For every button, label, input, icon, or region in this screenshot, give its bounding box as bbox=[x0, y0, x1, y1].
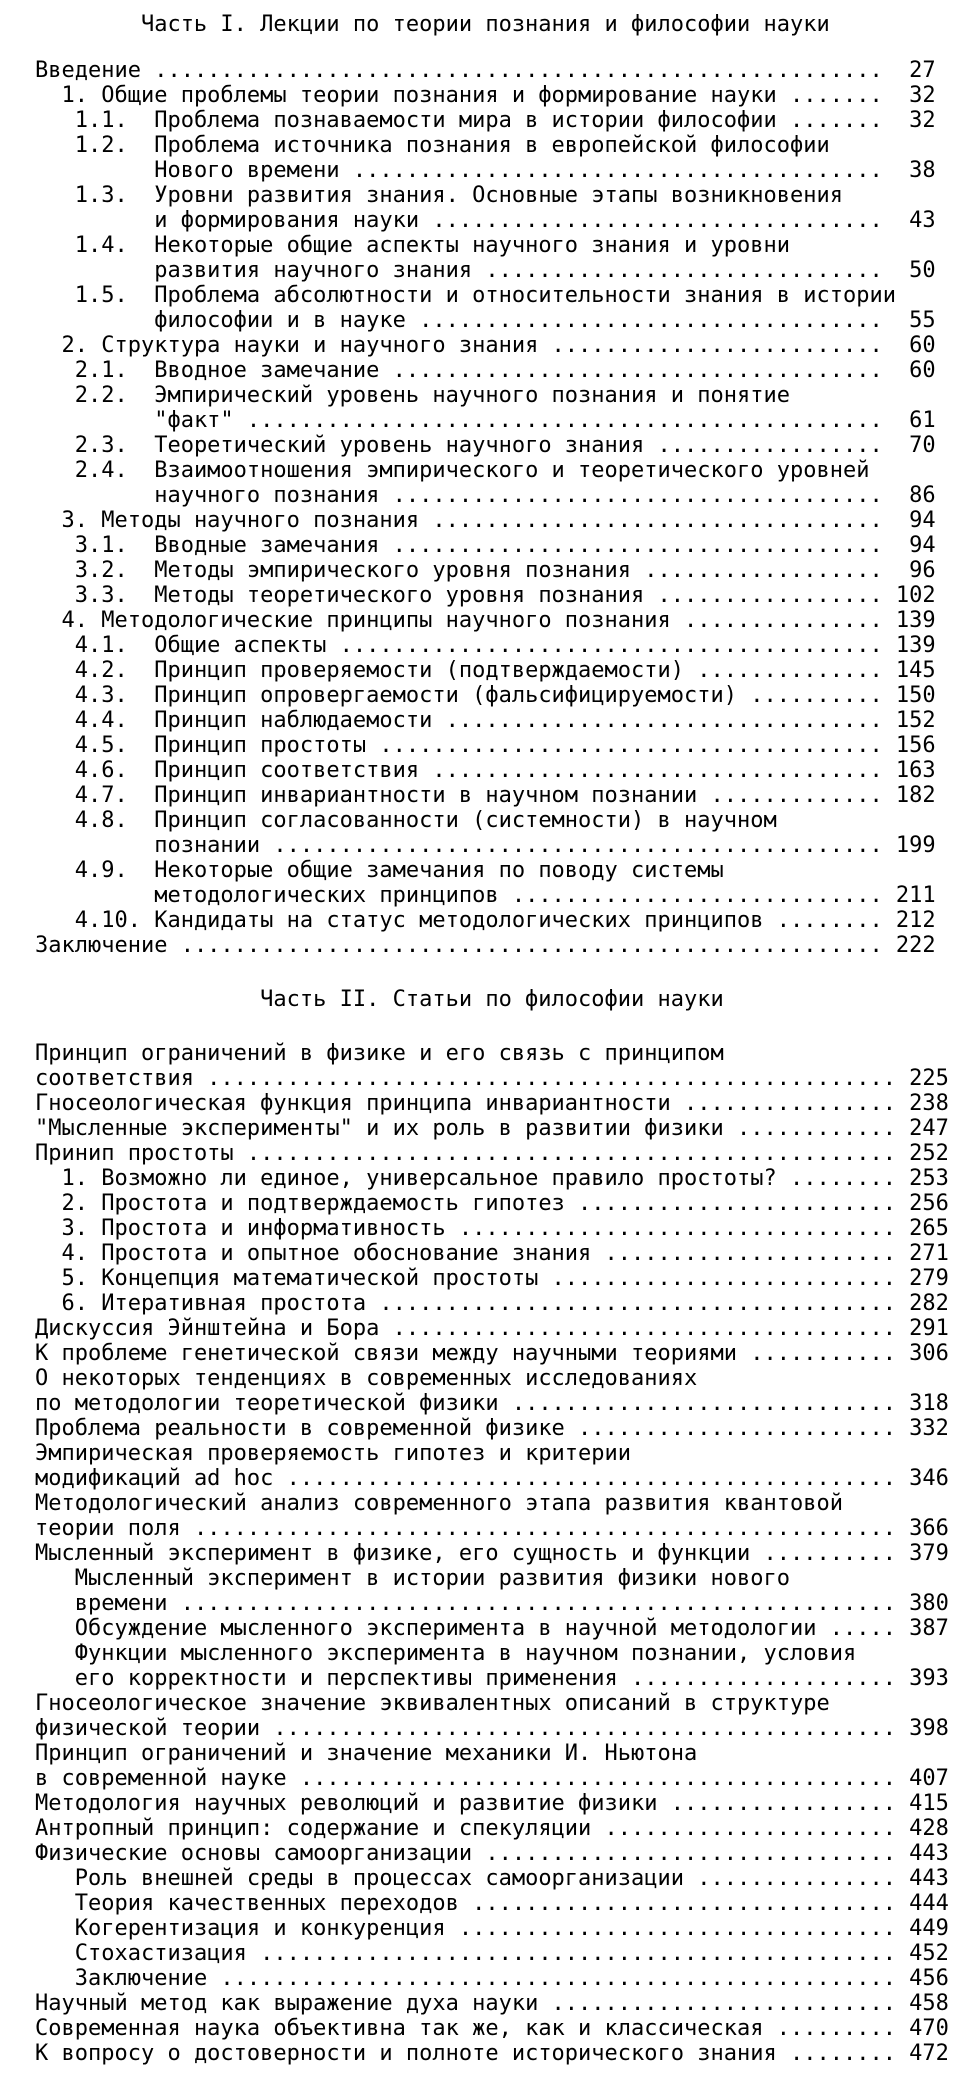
toc-line: "факт" ................................................ 61 bbox=[35, 408, 936, 433]
toc-line: Современная наука объективна так же, как и классическая ......... 470 bbox=[35, 2016, 949, 2041]
toc-line: 4.10. Кандидаты на статус методологических принципов ........ 212 bbox=[35, 908, 936, 933]
toc-line: Физические основы самоорганизации ............................... 443 bbox=[35, 1841, 949, 1866]
part2-heading: Часть II. Статьи по философии науки bbox=[260, 987, 724, 1012]
toc-line: методологических принципов ............................ 211 bbox=[35, 883, 936, 908]
toc-line: познании .............................................. 199 bbox=[35, 833, 936, 858]
toc-line: Принип простоты ................................................. 252 bbox=[35, 1141, 949, 1166]
toc-line: Методологический анализ современного этапа развития квантовой bbox=[35, 1491, 843, 1516]
toc-line: Нового времени ........................................ 38 bbox=[35, 158, 936, 183]
toc-line: Мысленный эксперимент в физике, его сущность и функции .......... 379 bbox=[35, 1541, 949, 1566]
toc-line: 2. Структура науки и научного знания ......................... 60 bbox=[35, 333, 936, 358]
toc-line: 4.1. Общие аспекты ......................................... 139 bbox=[35, 633, 936, 658]
toc-line: научного познания ..................................... 86 bbox=[35, 483, 936, 508]
toc-line: модификаций ad hoc .............................................. 346 bbox=[35, 1466, 949, 1491]
toc-line: 4.5. Принцип простоты ...................................... 156 bbox=[35, 733, 936, 758]
toc-line: Заключение ..................................................... 222 bbox=[35, 933, 936, 958]
toc-line: 4.8. Принцип согласованности (системности) в научном bbox=[35, 808, 777, 833]
toc-line: Принцип ограничений и значение механики И. Ньютона bbox=[35, 1741, 698, 1766]
toc-line: Методология научных революций и развитие физики ................. 415 bbox=[35, 1791, 949, 1816]
toc-line: 4.9. Некоторые общие замечания по поводу системы bbox=[35, 858, 724, 883]
toc-line: 2.2. Эмпирический уровень научного познания и понятие bbox=[35, 383, 790, 408]
toc-line: К проблеме генетической связи между научными теориями ........... 306 bbox=[35, 1341, 949, 1366]
toc-line: Теория качественных переходов ................................ 444 bbox=[35, 1891, 949, 1916]
toc-line: Эмпирическая проверяемость гипотез и критерии bbox=[35, 1441, 632, 1466]
toc-line: 3.1. Вводные замечания ..................................... 94 bbox=[35, 533, 936, 558]
part1-entries bbox=[35, 58, 936, 958]
toc-line: 1.5. Проблема абсолютности и относительности знания в истории bbox=[35, 283, 896, 308]
toc-line: 3.3. Методы теоретического уровня познания ................. 102 bbox=[35, 583, 936, 608]
toc-line: 1.1. Проблема познаваемости мира в истории философии ....... 32 bbox=[35, 108, 936, 133]
toc-line: Гносеологическое значение эквивалентных описаний в структуре bbox=[35, 1691, 830, 1716]
toc-line: времени ...................................................... 380 bbox=[35, 1591, 949, 1616]
toc-line: Проблема реальности в современной физике ........................ 332 bbox=[35, 1416, 949, 1441]
toc-line: Антропный принцип: содержание и спекуляции ...................... 428 bbox=[35, 1816, 949, 1841]
part1-heading: Часть I. Лекции по теории познания и философии науки bbox=[140, 12, 830, 37]
toc-line: Роль внешней среды в процессах самоорганизации ............... 443 bbox=[35, 1866, 949, 1891]
toc-line: Принцип ограничений в физике и его связь с принципом bbox=[35, 1041, 724, 1066]
toc-line: 5. Концепция математической простоты .......................... 279 bbox=[35, 1266, 949, 1291]
toc-page bbox=[35, 12, 980, 2066]
toc-line: соответствия .................................................... 225 bbox=[35, 1066, 949, 1091]
toc-line: Введение ....................................................... 27 bbox=[35, 58, 936, 83]
toc-line: 4.3. Принцип опровергаемости (фальсифицируемости) .......... 150 bbox=[35, 683, 936, 708]
toc-line: 4. Простота и опытное обоснование знания ...................... 271 bbox=[35, 1241, 949, 1266]
toc-line: 4.6. Принцип соответствия .................................. 163 bbox=[35, 758, 936, 783]
toc-line: и формирования науки .................................. 43 bbox=[35, 208, 936, 233]
toc-line: 3. Методы научного познания .................................. 94 bbox=[35, 508, 936, 533]
toc-line: теории поля ..................................................... 366 bbox=[35, 1516, 949, 1541]
toc-line: его корректности и перспективы применения .................... 393 bbox=[35, 1666, 949, 1691]
toc-line: 2.4. Взаимоотношения эмпирического и теоретического уровней bbox=[35, 458, 870, 483]
toc-line: философии и в науке ................................... 55 bbox=[35, 308, 936, 333]
toc-line: 2. Простота и подтверждаемость гипотез ........................ 256 bbox=[35, 1191, 949, 1216]
toc-line: Обсуждение мысленного эксперимента в научной методологии ..... 387 bbox=[35, 1616, 949, 1641]
toc-line: 1.4. Некоторые общие аспекты научного знания и уровни bbox=[35, 233, 790, 258]
toc-line: Заключение ................................................... 456 bbox=[35, 1966, 949, 1991]
toc-line: 2.3. Теоретический уровень научного знания ................. 70 bbox=[35, 433, 936, 458]
toc-line: 1. Общие проблемы теории познания и формирование науки ....... 32 bbox=[35, 83, 936, 108]
toc-line: К вопросу о достоверности и полноте исторического знания ........ 472 bbox=[35, 2041, 949, 2066]
toc-line: физической теории ............................................... 398 bbox=[35, 1716, 949, 1741]
toc-part-2 bbox=[35, 987, 949, 2066]
toc-line: 1.2. Проблема источника познания в европейской философии bbox=[35, 133, 830, 158]
part2-entries bbox=[35, 1041, 949, 2066]
toc-line: Стохастизация ................................................ 452 bbox=[35, 1941, 949, 1966]
toc-line: Мысленный эксперимент в истории развития физики нового bbox=[35, 1566, 790, 1591]
toc-line: Когерентизация и конкуренция ................................. 449 bbox=[35, 1916, 949, 1941]
toc-line: 1.3. Уровни развития знания. Основные этапы возникновения bbox=[35, 183, 843, 208]
toc-line: развития научного знания .............................. 50 bbox=[35, 258, 936, 283]
toc-line: 4.4. Принцип наблюдаемости ................................. 152 bbox=[35, 708, 936, 733]
toc-line: 3.2. Методы эмпирического уровня познания .................. 96 bbox=[35, 558, 936, 583]
toc-line: 3. Простота и информативность ................................. 265 bbox=[35, 1216, 949, 1241]
toc-line: Дискуссия Эйнштейна и Бора ...................................... 291 bbox=[35, 1316, 949, 1341]
toc-line: Научный метод как выражение духа науки .......................... 458 bbox=[35, 1991, 949, 2016]
toc-line: 2.1. Вводное замечание ..................................... 60 bbox=[35, 358, 936, 383]
toc-line: 6. Итеративная простота ....................................... 282 bbox=[35, 1291, 949, 1316]
toc-line: "Мысленные эксперименты" и их роль в развитии физики ............ 247 bbox=[35, 1116, 949, 1141]
toc-line: 1. Возможно ли единое, универсальное правило простоты? ........ 253 bbox=[35, 1166, 949, 1191]
toc-line: О некоторых тенденциях в современных исследованиях bbox=[35, 1366, 698, 1391]
toc-part-1 bbox=[35, 12, 936, 958]
toc-line: по методологии теоретической физики ............................. 318 bbox=[35, 1391, 949, 1416]
toc-line: 4. Методологические принципы научного познания ............... 139 bbox=[35, 608, 936, 633]
toc-line: Гносеологическая функция принципа инвариантности ................ 238 bbox=[35, 1091, 949, 1116]
toc-line: Функции мысленного эксперимента в научном познании, условия bbox=[35, 1641, 857, 1666]
toc-line: 4.7. Принцип инвариантности в научном познании ............. 182 bbox=[35, 783, 936, 808]
toc-line: в современной науке ............................................. 407 bbox=[35, 1766, 949, 1791]
toc-line: 4.2. Принцип проверяемости (подтверждаемости) .............. 145 bbox=[35, 658, 936, 683]
